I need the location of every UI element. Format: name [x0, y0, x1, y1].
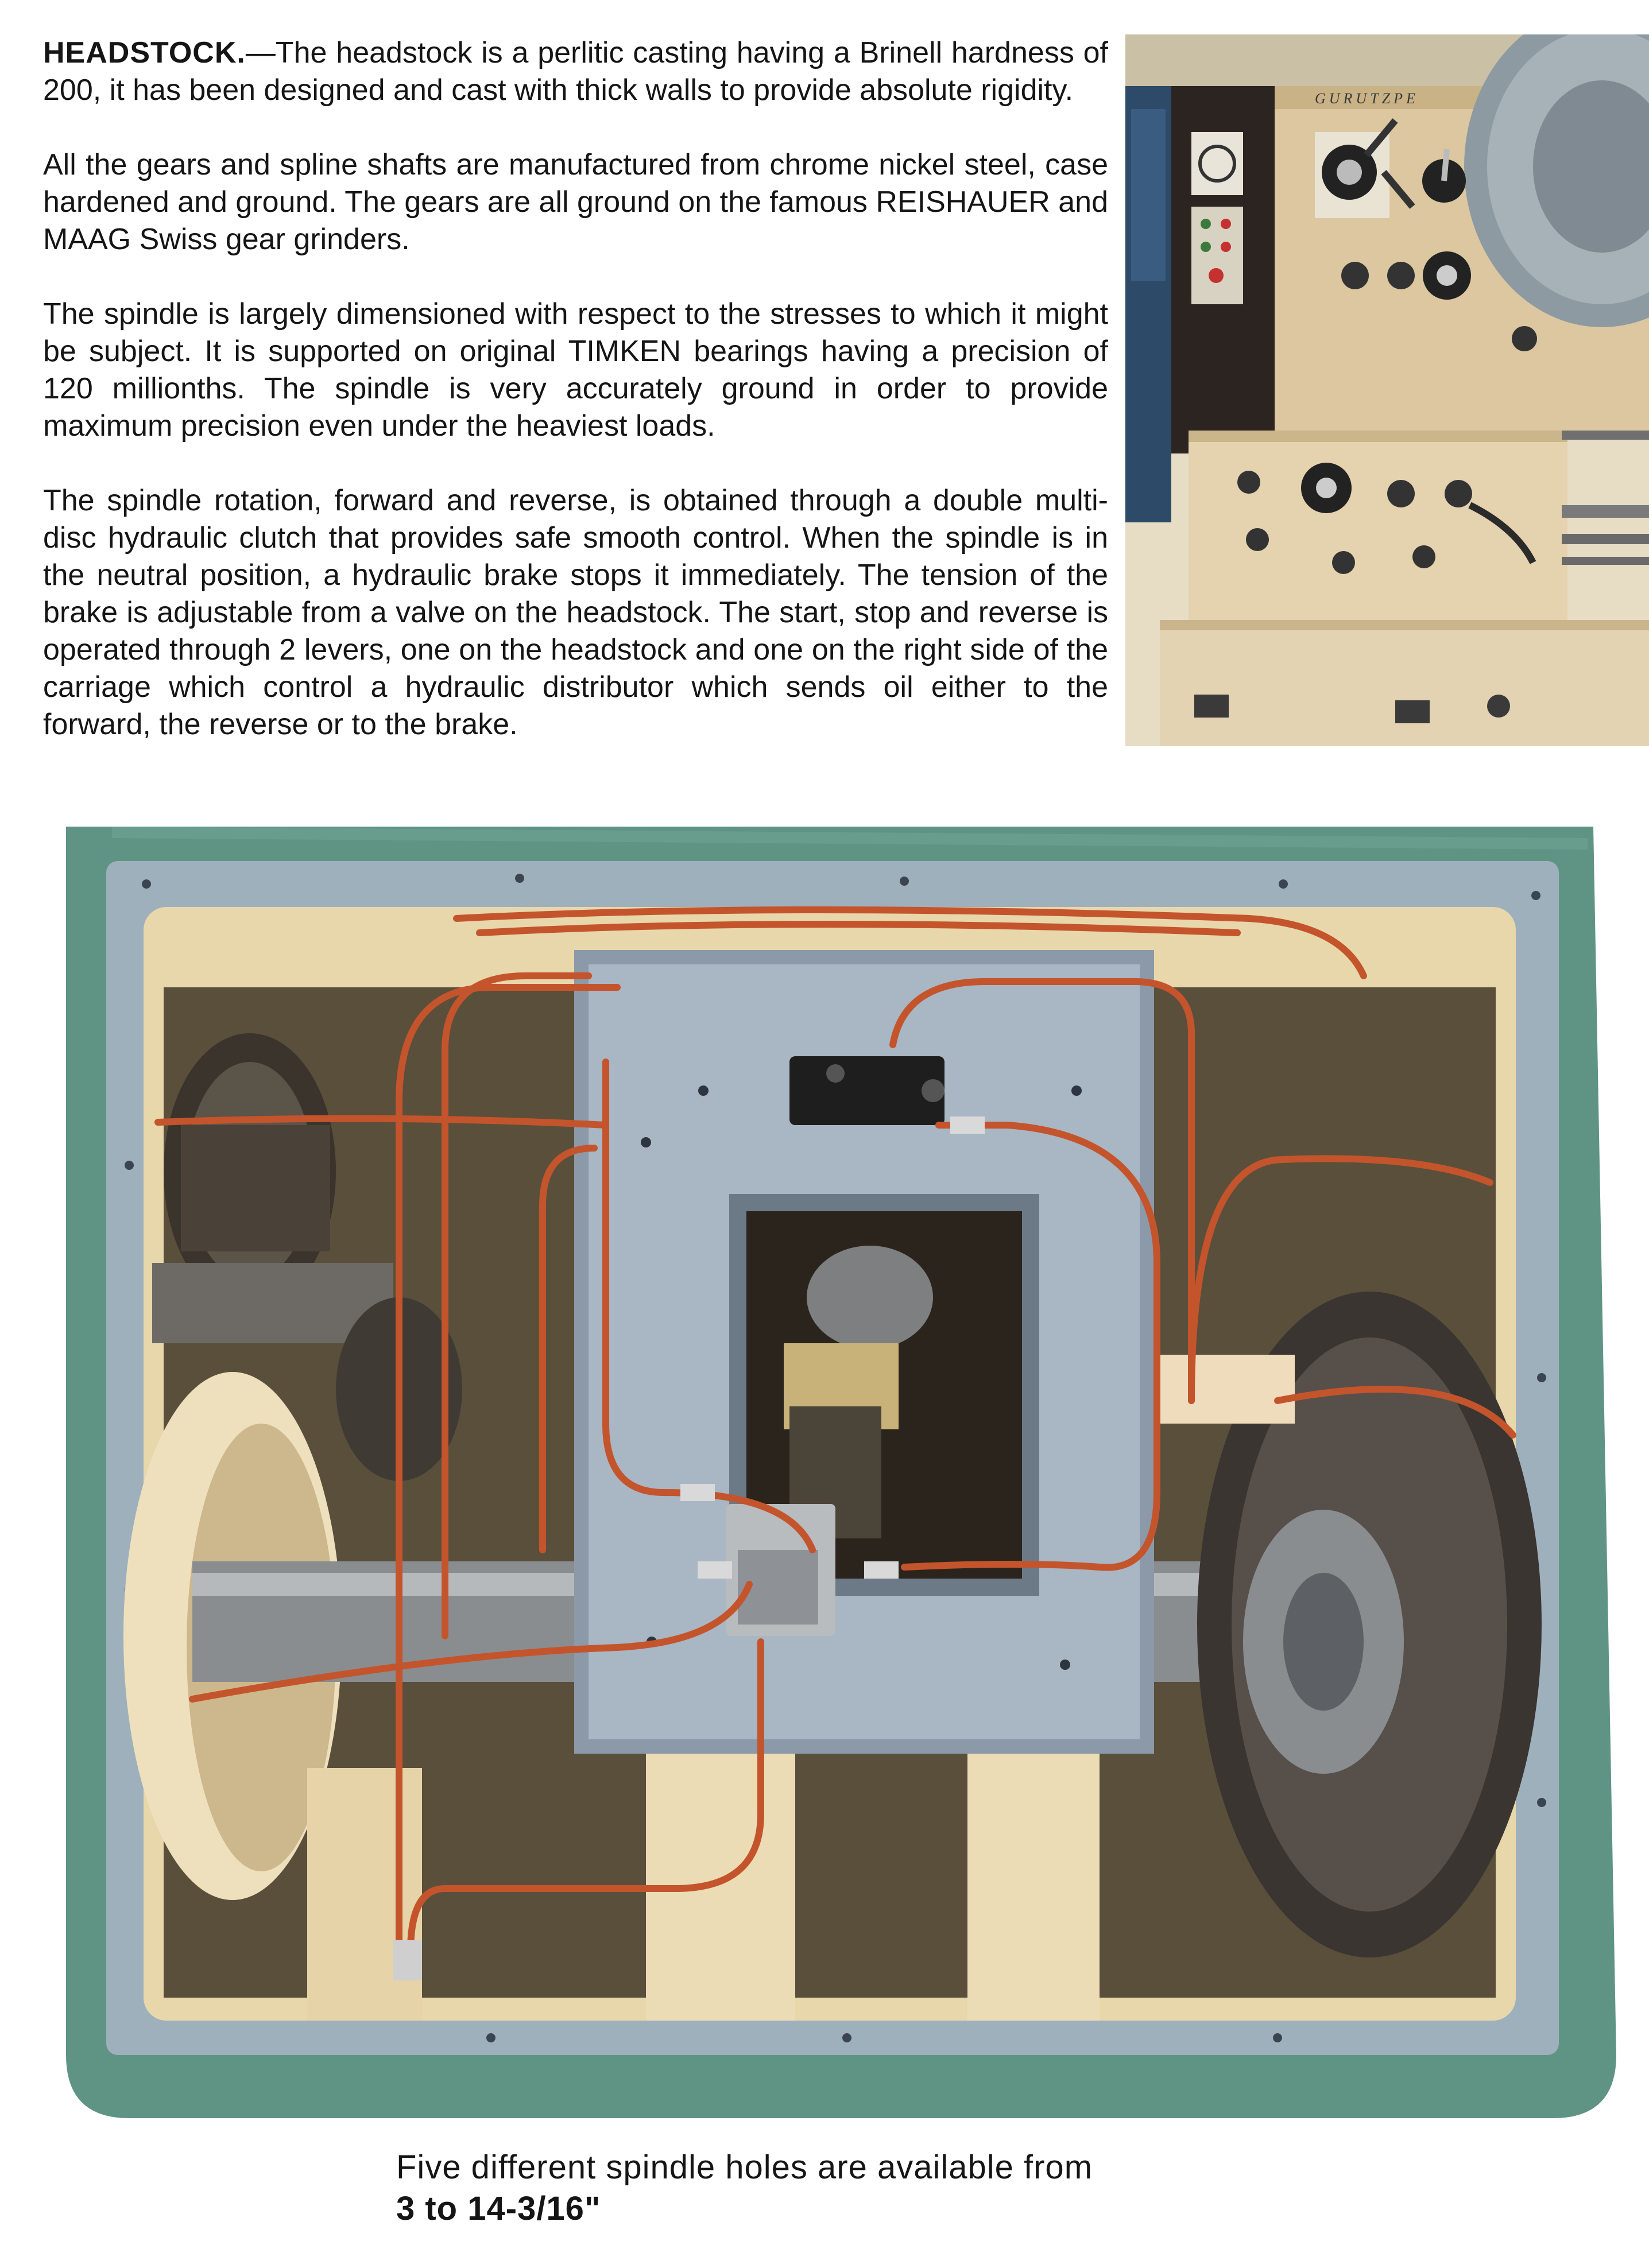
paragraph-headstock-text: —The headstock is a perlitic casting having a Brinell hardness of 200, it has been designed and cast with thick walls to provide absolute rigidity.	[43, 36, 1108, 107]
lathe-headstock-photo	[1125, 34, 1649, 746]
caption-line-1: Five different spindle holes are available from	[396, 2149, 1093, 2186]
headstock-interior-photo	[43, 804, 1635, 2130]
section-heading: HEADSTOCK.	[43, 36, 246, 69]
caption-line-2: 3 to 14-3/16"	[396, 2190, 601, 2227]
paragraph-spindle: The spindle is largely dimensioned with respect to the stresses to which it might be subject. It is supported on original TIMKEN bearings having a precision of 120 millionths. The spindle is very accurately ground in order to provide maximum precision even under the heaviest loads.	[43, 297, 1108, 443]
paragraph-rotation: The spindle rotation, forward and reverse, is obtained through a double multi-disc hydraulic clutch that provides safe smooth control. When the spindle is in the neutral position, a hydraulic brake stops it immediately. The tension of the brake is adjustable from a valve on the headstock. The start, stop and reverse is operated through 2 levers, one on the headstock and one on the right side of the carriage which control a hydraulic distributor which sends oil either to the forward, the reverse or to the brake.	[43, 484, 1108, 741]
article-text	[43, 34, 1108, 743]
paragraph-headstock	[43, 34, 1108, 109]
photo-caption	[396, 2147, 1257, 2230]
paragraph-gears: All the gears and spline shafts are manufactured from chrome nickel steel, case hardened and ground. The gears are all ground on the famous REISHAUER and MAAG Swiss gear grinders.	[43, 148, 1108, 256]
nameplate: GURUTZPE	[1315, 90, 1419, 107]
